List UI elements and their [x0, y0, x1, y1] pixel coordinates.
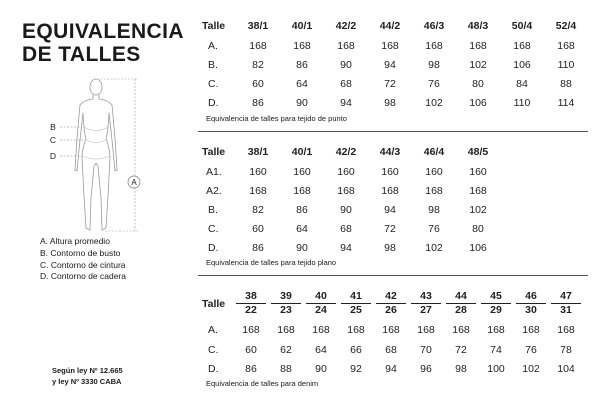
row-label: C. — [208, 78, 219, 90]
table-cell: 82 — [252, 204, 264, 216]
size-header: 46/3 — [423, 20, 445, 32]
figure-marker-c: C — [49, 135, 57, 145]
table-cell: 88 — [560, 78, 572, 90]
table-cell: 160 — [293, 166, 311, 178]
law-line-1: Según ley Nº 12.665 — [52, 366, 123, 375]
table-cell: 102 — [425, 242, 443, 254]
table-cell: 64 — [315, 344, 327, 356]
table-cell: 98 — [384, 242, 396, 254]
size-header: 50/4 — [511, 20, 533, 32]
table-cell: 168 — [425, 40, 443, 52]
size-fraction-header — [446, 291, 476, 316]
table-cell: 168 — [249, 185, 267, 197]
table-cell: 94 — [340, 242, 352, 254]
table-cell: 98 — [428, 59, 440, 71]
table-cell: 62 — [280, 344, 292, 356]
table-tejido-plano — [198, 146, 588, 271]
figure-marker-a: A — [131, 178, 137, 187]
table-cell: 60 — [252, 78, 264, 90]
table-cell: 168 — [469, 40, 487, 52]
size-header: 48/3 — [467, 20, 489, 32]
row-label: B. — [208, 204, 218, 216]
size-header: 42/2 — [335, 20, 357, 32]
size-fraction-top: 46 — [516, 291, 546, 304]
size-fraction-bottom: 24 — [315, 304, 327, 316]
table-cell: 94 — [384, 59, 396, 71]
table-cell: 60 — [252, 223, 264, 235]
size-fraction-header — [341, 291, 371, 316]
size-fraction-bottom: 25 — [350, 304, 362, 316]
table-cell: 64 — [296, 223, 308, 235]
table-divider — [198, 275, 588, 276]
table-cell: 72 — [455, 344, 467, 356]
row-label: A1. — [206, 166, 222, 178]
size-fraction-header — [516, 291, 546, 316]
size-fraction-header — [411, 291, 441, 316]
table-cell: 86 — [245, 363, 257, 375]
table-cell: 86 — [252, 242, 264, 254]
size-fraction-top: 40 — [306, 291, 336, 304]
table-cell: 90 — [340, 59, 352, 71]
table-tejido-punto — [198, 20, 588, 130]
table-cell: 168 — [513, 40, 531, 52]
table-cell: 90 — [340, 204, 352, 216]
size-fraction-top: 39 — [271, 291, 301, 304]
table-cell: 168 — [452, 324, 470, 336]
size-fraction-top: 45 — [481, 291, 511, 304]
size-fraction-top: 41 — [341, 291, 371, 304]
size-fraction-header — [236, 291, 266, 316]
table-cell: 90 — [296, 97, 308, 109]
table-caption: Equivalencia de talles para denim — [206, 379, 319, 388]
size-header: 52/4 — [555, 20, 577, 32]
size-fraction-top: 44 — [446, 291, 476, 304]
page-title — [22, 20, 184, 66]
table-cell: 168 — [293, 40, 311, 52]
table-cell: 110 — [513, 97, 531, 109]
table-cell: 168 — [277, 324, 295, 336]
size-header: 40/1 — [291, 146, 313, 158]
table-cell: 168 — [249, 40, 267, 52]
size-fraction-bottom: 28 — [455, 304, 467, 316]
row-label: C. — [208, 223, 219, 235]
table-cell: 168 — [312, 324, 330, 336]
table-cell: 78 — [560, 344, 572, 356]
table-cell: 168 — [381, 40, 399, 52]
table-cell: 168 — [522, 324, 540, 336]
size-fraction-header — [481, 291, 511, 316]
table-cell: 72 — [384, 78, 396, 90]
table-cell: 106 — [469, 97, 487, 109]
table-cell: 98 — [428, 204, 440, 216]
table-cell: 68 — [340, 78, 352, 90]
size-fraction-header — [306, 291, 336, 316]
table-cell: 106 — [469, 242, 487, 254]
legend-item-a: A. Altura promedio — [40, 236, 110, 246]
table-cell: 98 — [455, 363, 467, 375]
table-cell: 168 — [382, 324, 400, 336]
measurement-legend — [40, 236, 126, 283]
table-cell: 104 — [557, 363, 575, 375]
talle-header-label: Talle — [202, 298, 226, 310]
table-cell: 160 — [381, 166, 399, 178]
title-line-2: DE TALLES — [22, 43, 141, 66]
size-header: 42/2 — [335, 146, 357, 158]
talle-header-label: Talle — [202, 146, 226, 158]
table-cell: 92 — [350, 363, 362, 375]
size-header: 44/3 — [379, 146, 401, 158]
row-label: C. — [208, 344, 219, 356]
table-cell: 64 — [296, 78, 308, 90]
table-divider — [198, 131, 588, 132]
row-label: D. — [208, 97, 219, 109]
size-fraction-top: 38 — [236, 291, 266, 304]
table-caption: Equivalencia de talles para tejido de punto — [206, 114, 347, 123]
size-header: 48/5 — [467, 146, 489, 158]
size-fraction-bottom: 22 — [245, 304, 257, 316]
table-cell: 86 — [296, 59, 308, 71]
table-cell: 94 — [385, 363, 397, 375]
legend-item-d: D. Contorno de cadera — [40, 271, 126, 282]
row-label: D. — [208, 363, 219, 375]
table-cell: 90 — [315, 363, 327, 375]
table-cell: 84 — [516, 78, 528, 90]
size-fraction-bottom: 29 — [490, 304, 502, 316]
size-header: 46/4 — [423, 146, 445, 158]
legend-item-c: C. Contorno de cintura — [40, 259, 126, 270]
size-header: 38/1 — [247, 20, 269, 32]
size-fraction-header — [551, 291, 581, 316]
table-cell: 168 — [381, 185, 399, 197]
size-header: 44/2 — [379, 20, 401, 32]
table-cell: 88 — [280, 363, 292, 375]
table-cell: 168 — [293, 185, 311, 197]
table-cell: 168 — [417, 324, 435, 336]
row-label: A. — [208, 40, 218, 52]
table-cell: 94 — [340, 97, 352, 109]
table-cell: 76 — [428, 78, 440, 90]
law-line-2: y ley Nº 3330 CABA — [52, 376, 122, 386]
table-cell: 74 — [490, 344, 502, 356]
title-line-1: EQUIVALENCIA — [22, 20, 184, 43]
size-fraction-top: 42 — [376, 291, 406, 304]
size-fraction-bottom: 31 — [560, 304, 572, 316]
table-cell: 168 — [469, 185, 487, 197]
table-cell: 102 — [469, 59, 487, 71]
row-label: A. — [208, 324, 218, 336]
table-cell: 68 — [385, 344, 397, 356]
table-cell: 160 — [337, 166, 355, 178]
size-header: 38/1 — [247, 146, 269, 158]
table-cell: 106 — [513, 59, 531, 71]
table-cell: 168 — [242, 324, 260, 336]
table-cell: 66 — [350, 344, 362, 356]
size-fraction-top: 47 — [551, 291, 581, 304]
table-cell: 76 — [525, 344, 537, 356]
table-cell: 168 — [557, 40, 575, 52]
table-cell: 168 — [347, 324, 365, 336]
table-cell: 168 — [337, 185, 355, 197]
table-cell: 102 — [425, 97, 443, 109]
table-cell: 86 — [252, 97, 264, 109]
figure-marker-d: D — [49, 151, 57, 161]
table-cell: 168 — [425, 185, 443, 197]
table-cell: 70 — [420, 344, 432, 356]
size-fraction-bottom: 30 — [525, 304, 537, 316]
talle-header-label: Talle — [202, 20, 226, 32]
table-denim — [198, 291, 593, 401]
table-caption: Equivalencia de talles para tejido plano — [206, 258, 337, 267]
table-cell: 80 — [472, 78, 484, 90]
table-cell: 160 — [425, 166, 443, 178]
table-cell: 98 — [384, 97, 396, 109]
size-header: 40/1 — [291, 20, 313, 32]
size-fraction-bottom: 26 — [385, 304, 397, 316]
table-cell: 68 — [340, 223, 352, 235]
table-cell: 168 — [557, 324, 575, 336]
legend-item-b: B. Contorno de busto — [40, 247, 121, 258]
row-label: B. — [208, 59, 218, 71]
table-cell: 114 — [557, 97, 575, 109]
size-fraction-bottom: 27 — [420, 304, 432, 316]
table-cell: 60 — [245, 344, 257, 356]
table-cell: 168 — [487, 324, 505, 336]
table-cell: 96 — [420, 363, 432, 375]
table-cell: 90 — [296, 242, 308, 254]
table-cell: 168 — [337, 40, 355, 52]
table-cell: 102 — [469, 204, 487, 216]
law-note — [52, 366, 123, 387]
size-fraction-top: 43 — [411, 291, 441, 304]
table-cell: 76 — [428, 223, 440, 235]
table-cell: 86 — [296, 204, 308, 216]
table-cell: 94 — [384, 204, 396, 216]
table-cell: 102 — [522, 363, 540, 375]
size-fraction-header — [271, 291, 301, 316]
size-fraction-header — [376, 291, 406, 316]
table-cell: 160 — [249, 166, 267, 178]
table-cell: 82 — [252, 59, 264, 71]
table-cell: 72 — [384, 223, 396, 235]
figure-marker-b: B — [50, 122, 56, 132]
table-cell: 110 — [557, 59, 575, 71]
row-label: D. — [208, 242, 219, 254]
table-cell: 160 — [469, 166, 487, 178]
table-cell: 100 — [487, 363, 505, 375]
table-cell: 80 — [472, 223, 484, 235]
body-figure-illustration — [20, 78, 175, 238]
row-label: A2. — [206, 185, 222, 197]
size-fraction-bottom: 23 — [280, 304, 292, 316]
